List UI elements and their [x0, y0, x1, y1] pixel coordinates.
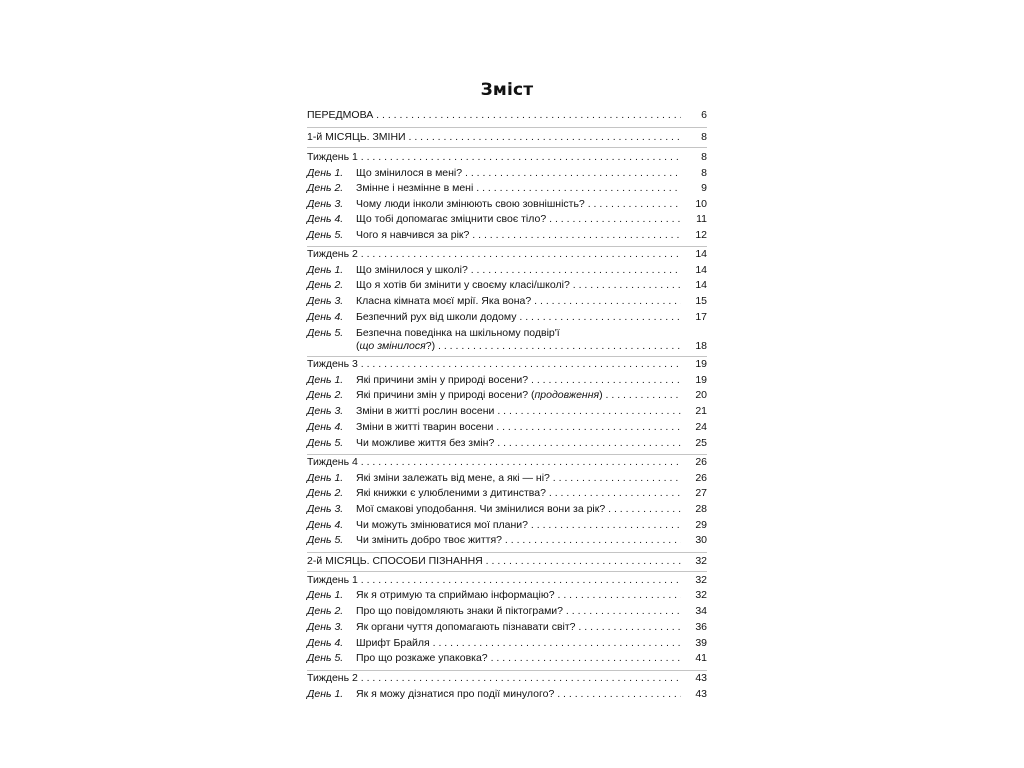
- entry-page: 8: [701, 151, 707, 163]
- toc-entry[interactable]: [307, 294, 707, 309]
- section-divider: [307, 127, 707, 128]
- entry-title: Чи змінить добро твоє життя? . . .: [356, 533, 681, 548]
- page-title: Зміст: [480, 80, 534, 100]
- day-label: День 5.: [307, 652, 344, 664]
- entry-page: 19: [695, 374, 707, 386]
- toc-entry[interactable]: [307, 228, 707, 243]
- toc-entry[interactable]: [307, 651, 707, 666]
- toc-entry[interactable]: [307, 671, 707, 686]
- toc-entry[interactable]: [307, 212, 707, 227]
- entry-page: 34: [695, 605, 707, 617]
- entry-page: 39: [695, 637, 707, 649]
- entry-page: 9: [701, 182, 707, 194]
- entry-page: 43: [695, 672, 707, 684]
- section-divider: [307, 552, 707, 553]
- toc-entry[interactable]: [307, 687, 707, 702]
- entry-title: [356, 388, 681, 403]
- toc-entry[interactable]: [307, 197, 707, 212]
- entry-title: Безпечний рух від школи додому . . .: [356, 310, 681, 325]
- entry-title: Чому люди інколи змінюють свою зовнішність? . . .: [356, 197, 681, 212]
- entry-page: 32: [695, 574, 707, 586]
- entry-page: 14: [695, 279, 707, 291]
- toc-entry[interactable]: [307, 278, 707, 293]
- entry-title: Класна кімната моєї мрії. Яка вона? . . .: [356, 294, 681, 309]
- entry-page: 8: [701, 131, 707, 143]
- entry-title: Які книжки є улюбленими з дитинства? . . .: [356, 486, 681, 501]
- entry-title: Мої смакові уподобання. Чи змінилися вони за рік? . . .: [356, 502, 681, 517]
- day-label: День 2.: [307, 487, 344, 499]
- entry-title-pre: Які причини змін у природі восени? (: [356, 389, 535, 401]
- toc-entry[interactable]: [307, 533, 707, 548]
- entry-title: Тиждень 2 . . .: [307, 671, 681, 686]
- entry-title: Які причини змін у природі восени? . . .: [356, 373, 681, 388]
- entry-page: 12: [695, 229, 707, 241]
- entry-title: Тиждень 1 . . .: [307, 573, 681, 588]
- toc-entry[interactable]: [307, 388, 707, 403]
- day-label: День 5.: [307, 229, 344, 241]
- day-label: День 1.: [307, 589, 344, 601]
- entry-page: 15: [695, 295, 707, 307]
- entry-page: 36: [695, 621, 707, 633]
- toc-entry[interactable]: [307, 108, 707, 123]
- entry-title: Безпечна поведінка на шкільному подвір'ї: [356, 327, 560, 339]
- entry-page: 21: [695, 405, 707, 417]
- entry-page: 14: [695, 264, 707, 276]
- toc-entry[interactable]: [307, 420, 707, 435]
- day-label: День 2.: [307, 605, 344, 617]
- entry-page: 28: [695, 503, 707, 515]
- entry-page: 14: [695, 248, 707, 260]
- day-label: День 4.: [307, 213, 344, 225]
- entry-page: 32: [695, 589, 707, 601]
- toc-entry[interactable]: [307, 404, 707, 419]
- toc-entry[interactable]: [307, 150, 707, 165]
- entry-title: Тиждень 3 . . .: [307, 357, 681, 372]
- entry-title: Зміни в житті рослин восени . . .: [356, 404, 681, 419]
- entry-title-post: ?): [425, 340, 436, 352]
- toc-entry[interactable]: [307, 573, 707, 588]
- toc-entry[interactable]: [307, 130, 707, 145]
- entry-title: Як я отримую та сприймаю інформацію? . . .: [356, 588, 681, 603]
- entry-title: Як я можу дізнатися про події минулого? . . .: [356, 687, 681, 702]
- entry-page: 6: [701, 109, 707, 121]
- entry-title: ПЕРЕДМОВА . . .: [307, 108, 681, 123]
- entry-page: 30: [695, 534, 707, 546]
- toc-entry[interactable]: [307, 436, 707, 451]
- day-label: День 5.: [307, 534, 344, 546]
- entry-title: Про що розкаже упаковка? . . .: [356, 651, 681, 666]
- day-label: День 3.: [307, 405, 344, 417]
- toc-entry[interactable]: [307, 518, 707, 533]
- entry-page: 11: [696, 213, 707, 225]
- day-label: День 3.: [307, 295, 344, 307]
- section-divider: [307, 571, 707, 572]
- entry-page: 26: [695, 472, 707, 484]
- toc-entry[interactable]: [307, 486, 707, 501]
- entry-page: 19: [695, 358, 707, 370]
- entry-title-post: ): [599, 389, 603, 401]
- entry-page: 26: [695, 456, 707, 468]
- day-label: День 2.: [307, 389, 344, 401]
- entry-page: 25: [695, 437, 707, 449]
- entry-title: Чи можуть змінюватися мої плани? . . .: [356, 518, 681, 533]
- toc-entry[interactable]: [307, 455, 707, 470]
- day-label: День 3.: [307, 198, 344, 210]
- entry-title: Як органи чуття допомагають пізнавати світ? . . .: [356, 620, 681, 635]
- toc-entry-continuation[interactable]: [307, 339, 707, 354]
- entry-page: 20: [695, 389, 707, 401]
- toc-entry[interactable]: [307, 620, 707, 635]
- entry-title: Чи можливе життя без змін? . . .: [356, 436, 681, 451]
- entry-title-italic: продовження: [534, 389, 600, 401]
- entry-title: 2-й МІСЯЦЬ. СПОСОБИ ПІЗНАННЯ . . .: [307, 554, 681, 569]
- entry-title: Про що повідомляють знаки й піктограми? . . .: [356, 604, 681, 619]
- toc-entry[interactable]: [307, 554, 707, 569]
- toc-entry[interactable]: [307, 502, 707, 517]
- day-label: День 2.: [307, 182, 344, 194]
- entry-page: 10: [695, 198, 707, 210]
- entry-page: 18: [695, 340, 707, 352]
- entry-title: Чого я навчився за рік? . . .: [356, 228, 681, 243]
- entry-page: 32: [695, 555, 707, 567]
- entry-title-italic: що змінилося: [359, 340, 426, 352]
- entry-title: Тиждень 2 . . .: [307, 247, 681, 262]
- entry-title: 1-й МІСЯЦЬ. ЗМІНИ . . .: [307, 130, 681, 145]
- day-label: День 1.: [307, 264, 344, 276]
- entry-title: Тиждень 4 . . .: [307, 455, 681, 470]
- toc-entry[interactable]: [307, 636, 707, 651]
- section-divider: [307, 147, 707, 148]
- day-label: День 4.: [307, 519, 344, 531]
- entry-title: [356, 339, 681, 354]
- day-label: День 5.: [307, 327, 344, 339]
- entry-title: Шрифт Брайля . . .: [356, 636, 681, 651]
- day-label: День 5.: [307, 437, 344, 449]
- day-label: День 4.: [307, 421, 344, 433]
- entry-page: 27: [695, 487, 707, 499]
- toc-entry[interactable]: [307, 166, 707, 181]
- entry-title-pre: (: [356, 340, 360, 352]
- toc-entry[interactable]: [307, 373, 707, 388]
- day-label: День 3.: [307, 621, 344, 633]
- entry-title: Змінне і незмінне в мені . . .: [356, 181, 681, 196]
- entry-page: 43: [695, 688, 707, 700]
- day-label: День 1.: [307, 688, 344, 700]
- day-label: День 1.: [307, 167, 344, 179]
- entry-page: 17: [695, 311, 707, 323]
- toc-entry[interactable]: [307, 247, 707, 262]
- entry-title: Зміни в житті тварин восени . . .: [356, 420, 681, 435]
- toc-entry[interactable]: [307, 357, 707, 372]
- entry-page: 8: [701, 167, 707, 179]
- entry-title: Що тобі допомагає зміцнити своє тіло? . . .: [356, 212, 681, 227]
- toc-entry[interactable]: [307, 471, 707, 486]
- toc-entry[interactable]: [307, 181, 707, 196]
- entry-title: Що змінилося в мені? . . .: [356, 166, 681, 181]
- entry-page: 29: [695, 519, 707, 531]
- entry-title: Які зміни залежать від мене, а які — ні? . . .: [356, 471, 681, 486]
- entry-title: Що змінилося у школі? . . .: [356, 263, 681, 278]
- toc-entry[interactable]: [307, 263, 707, 278]
- entry-page: 24: [695, 421, 707, 433]
- day-label: День 4.: [307, 311, 344, 323]
- day-label: День 1.: [307, 374, 344, 386]
- entry-title: Тиждень 1 . . .: [307, 150, 681, 165]
- toc-entry[interactable]: [307, 604, 707, 619]
- entry-page: 41: [695, 652, 707, 664]
- day-label: День 1.: [307, 472, 344, 484]
- toc-entry[interactable]: [307, 310, 707, 325]
- day-label: День 3.: [307, 503, 344, 515]
- day-label: День 4.: [307, 637, 344, 649]
- day-label: День 2.: [307, 279, 344, 291]
- entry-title: Що я хотів би змінити у своєму класі/школі? . . .: [356, 278, 681, 293]
- toc-entry[interactable]: [307, 588, 707, 603]
